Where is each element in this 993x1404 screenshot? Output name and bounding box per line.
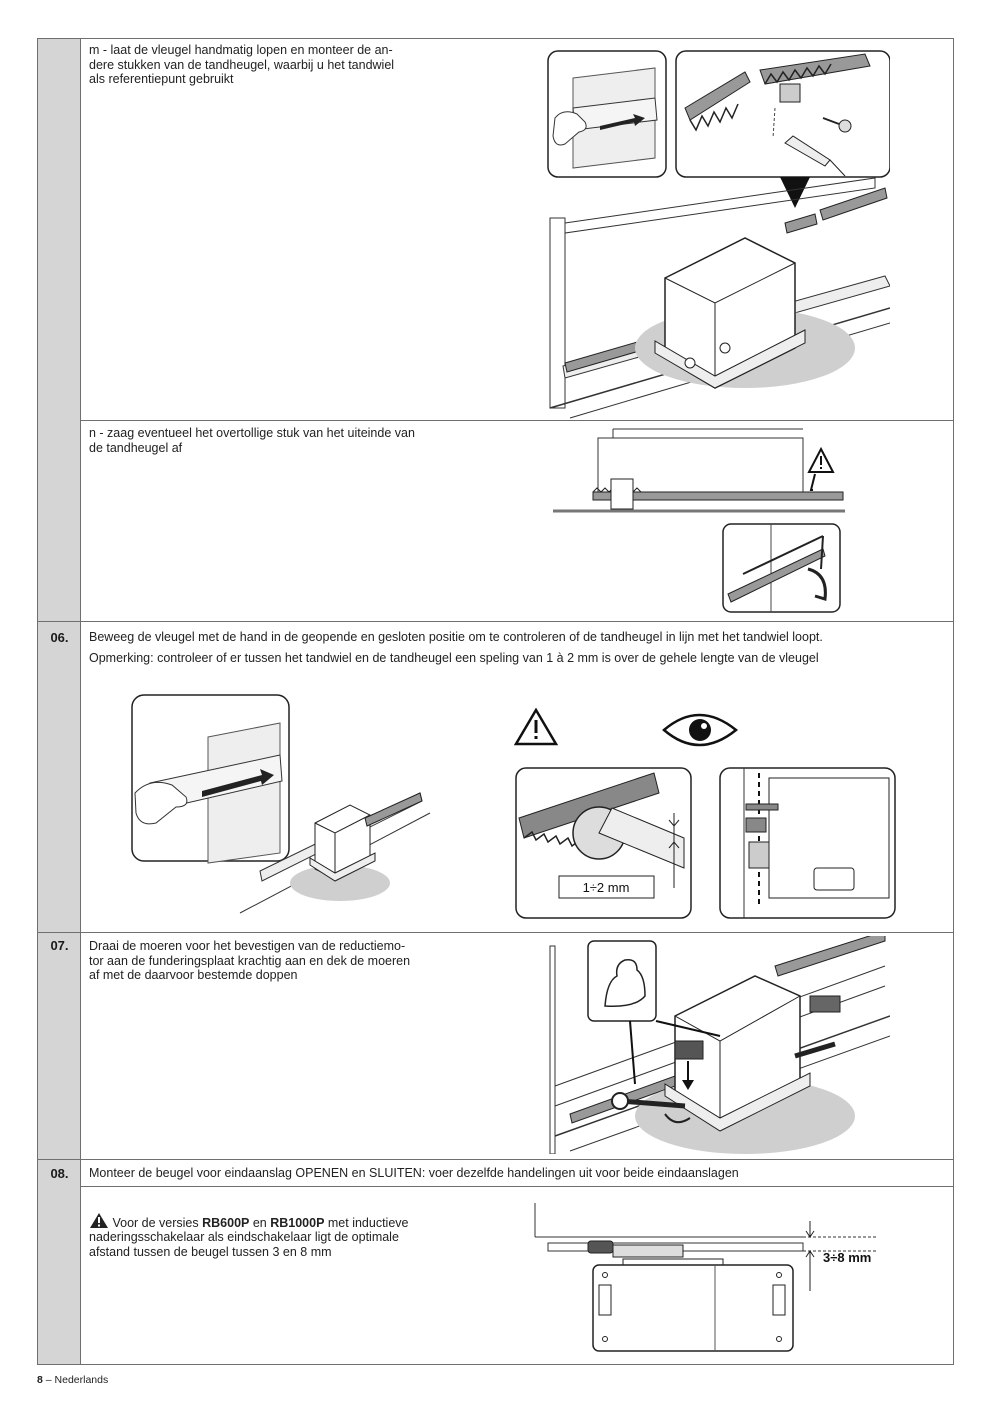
step-m-text: m - laat de vleugel handmatig lopen en monteer de an- dere stukken van de tandheugel, waarbij u het tandwiel als referentiepunt gebruikt [89,43,395,86]
step-06-line2: Opmerking: controleer of er tussen het tandwiel en de tandheugel een speling van 1 à 2 mm is over de gehele lengte van de vleugel [89,651,819,665]
step-08-note [89,1197,469,1259]
step-number-08: 08. [50,1166,69,1181]
row-divider [38,932,953,933]
figure-06-gap [514,708,899,920]
step-number-06: 06. [50,630,69,645]
page-number: 8 [37,1374,43,1386]
page-footer [37,1374,108,1386]
row-divider [38,621,953,622]
note-mid: en [249,1215,271,1230]
row-divider [81,420,953,421]
step-07-text: Draai de moeren voor het bevestigen van de reductiemo- tor aan de funderingsplaat krachtig aan en dek de moeren af met de daarvoor bestemde doppen [89,939,411,982]
step-06-line1: Beweeg de vleugel met de hand in de geopende en gesloten positie om te controleren of de tandheugel in lijn met het tandwiel loopt. [89,630,823,644]
row-divider [81,1186,953,1187]
footer-separator: – [42,1374,55,1386]
eye-icon [664,715,736,745]
gap-label: 1÷2 mm [582,880,630,895]
figure-07 [545,936,890,1154]
figure-06-hand [130,693,440,921]
model-rb600p: RB600P [202,1215,250,1230]
distance-label: 3÷8 mm [823,1250,872,1265]
figure-n [553,424,845,614]
step-08-text: Monteer de beugel voor eindaanslag OPENEN en SLUITEN: voer dezelfde handelingen uit voor beide eindaanslagen [89,1166,739,1180]
figure-m [545,48,890,420]
warning-icon [809,449,833,472]
note-pre: Voor de versies [109,1215,203,1230]
warning-icon [89,1212,109,1229]
row-divider [38,1159,953,1160]
step-number-07: 07. [50,938,69,953]
step-n-text: n - zaag eventueel het overtollige stuk van het uiteinde van de tandheugel af [89,426,415,455]
model-rb1000p: RB1000P [270,1215,325,1230]
figure-08 [533,1201,888,1355]
warning-icon [516,710,556,744]
note-post: met inductieve naderingsschakelaar als eindschakelaar ligt de optimale afstand tussen de beugel tussen 3 en 8 mm [89,1215,409,1259]
footer-language: Nederlands [54,1374,109,1386]
